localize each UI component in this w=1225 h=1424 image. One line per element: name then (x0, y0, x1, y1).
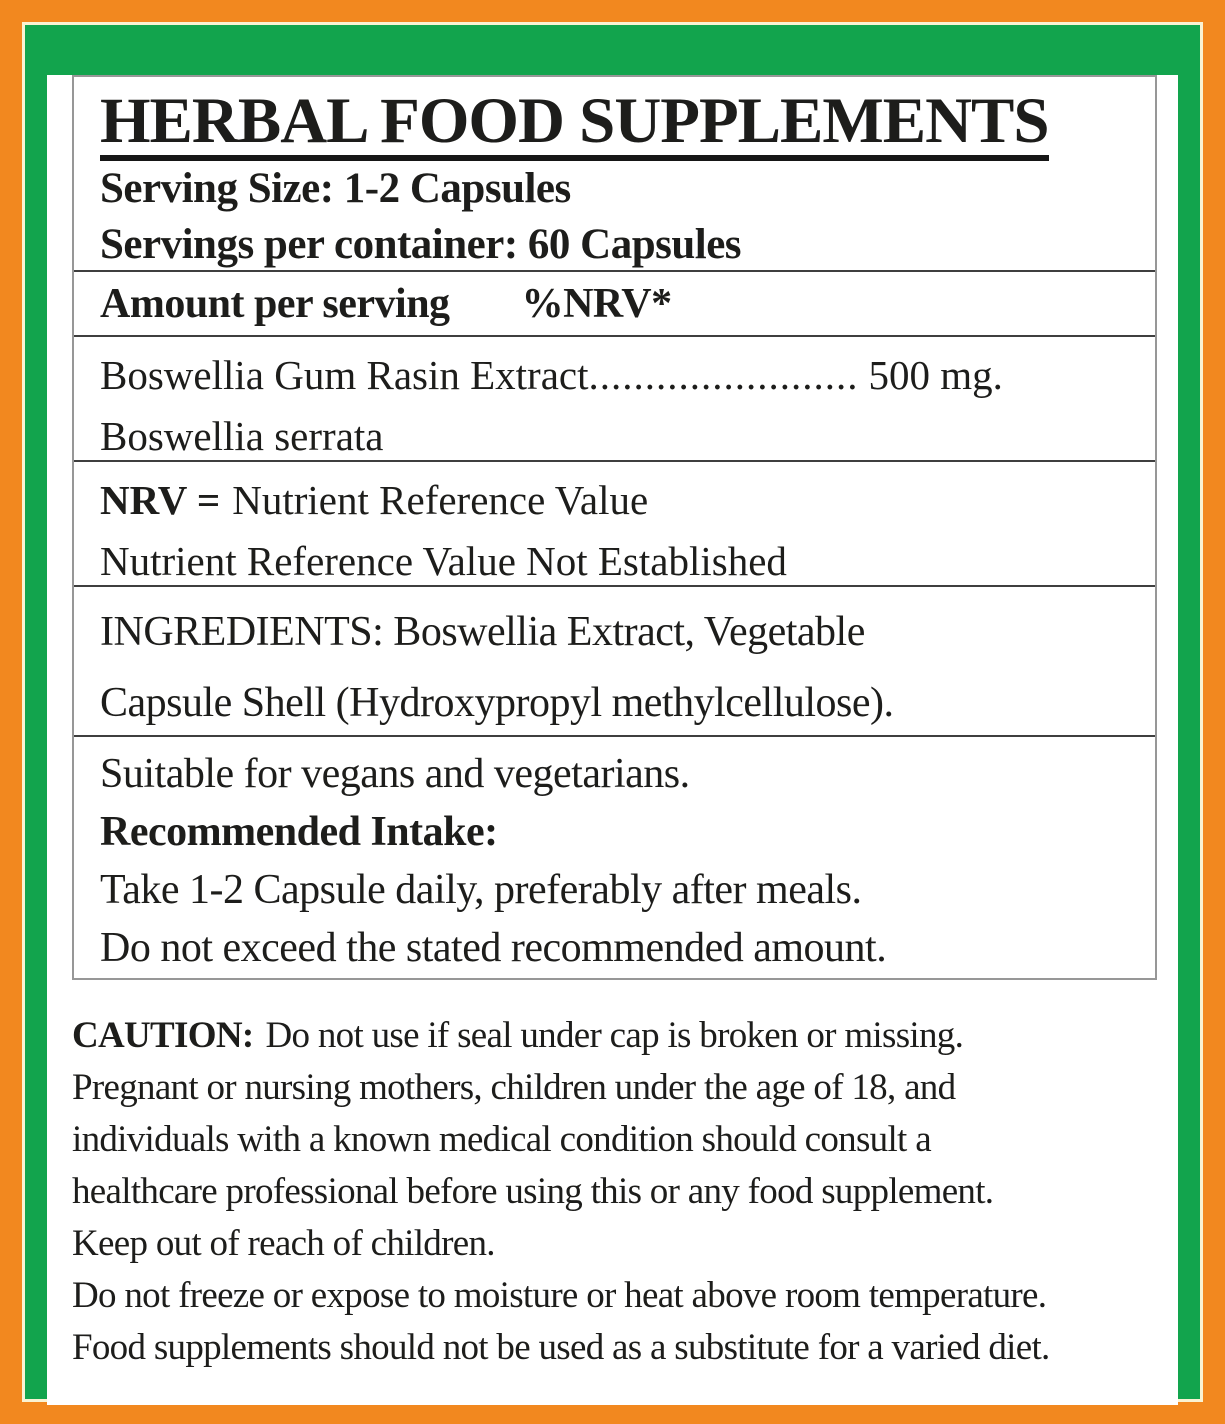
nrv-column-header: %NRV* (521, 280, 672, 327)
do-not-exceed-line: Do not exceed the stated recommended amount. (100, 925, 887, 971)
caution-line: Pregnant or nursing mothers, children under the age of 18, and (72, 1067, 956, 1108)
intake-line: Take 1-2 Capsule daily, preferably after meals. (100, 867, 862, 913)
column-header-row (74, 270, 1155, 335)
caution-first-line (72, 1010, 1160, 1062)
caution-line: healthcare professional before using this or any food supplement. (72, 1171, 994, 1212)
green-border (25, 25, 1200, 1399)
caution-section (72, 1010, 1160, 1374)
nrv-definition: Nutrient Reference Value (232, 477, 649, 523)
caution-label: CAUTION: (72, 1015, 254, 1056)
nrv-definition-row (74, 460, 1155, 585)
active-ingredient-row (74, 335, 1155, 460)
label-content (47, 75, 1178, 1405)
recommended-intake-heading: Recommended Intake: (100, 809, 498, 855)
ingredient-latin-name: Boswellia serrata (100, 413, 384, 459)
nrv-definition-line (100, 470, 1137, 531)
ingredient-name: Boswellia Gum Rasin Extract (100, 352, 589, 398)
usage-row (74, 735, 1155, 978)
ingredients-line-1: INGREDIENTS: Boswellia Extract, Vegetable (100, 609, 865, 655)
serving-size-line: Serving Size: 1-2 Capsules (100, 165, 571, 212)
caution-line: Food supplements should not be used as a substitute for a varied diet. (72, 1327, 1050, 1368)
caution-line: Keep out of reach of children. (72, 1223, 495, 1264)
caution-line: individuals with a known medical condition should consult a (72, 1119, 931, 1160)
amount-per-serving-header: Amount per serving (100, 280, 450, 327)
ingredient-amount-line (100, 345, 1137, 406)
nrv-bold-prefix: NRV = (100, 477, 221, 523)
nrv-not-established-line: Nutrient Reference Value Not Established (100, 538, 787, 584)
ingredients-row (74, 585, 1155, 735)
caution-line: Do not freeze or expose to moisture or heat above room temperature. (72, 1275, 1047, 1316)
label-title: HERBAL FOOD SUPPLEMENTS (100, 89, 1049, 161)
leader-dots: ........................ (588, 352, 859, 398)
ingredients-line-2: Capsule Shell (Hydroxypropyl methylcellulose). (100, 680, 894, 726)
caution-first-sentence: Do not use if seal under cap is broken or missing. (265, 1015, 964, 1056)
facts-header-row (74, 77, 1155, 270)
servings-per-container-line: Servings per container: 60 Capsules (100, 221, 742, 268)
supplement-facts-box (72, 75, 1157, 980)
ingredient-amount: 500 mg. (868, 352, 1003, 398)
suitable-line: Suitable for vegans and vegetarians. (100, 751, 690, 797)
cream-border-line (22, 22, 1203, 1402)
